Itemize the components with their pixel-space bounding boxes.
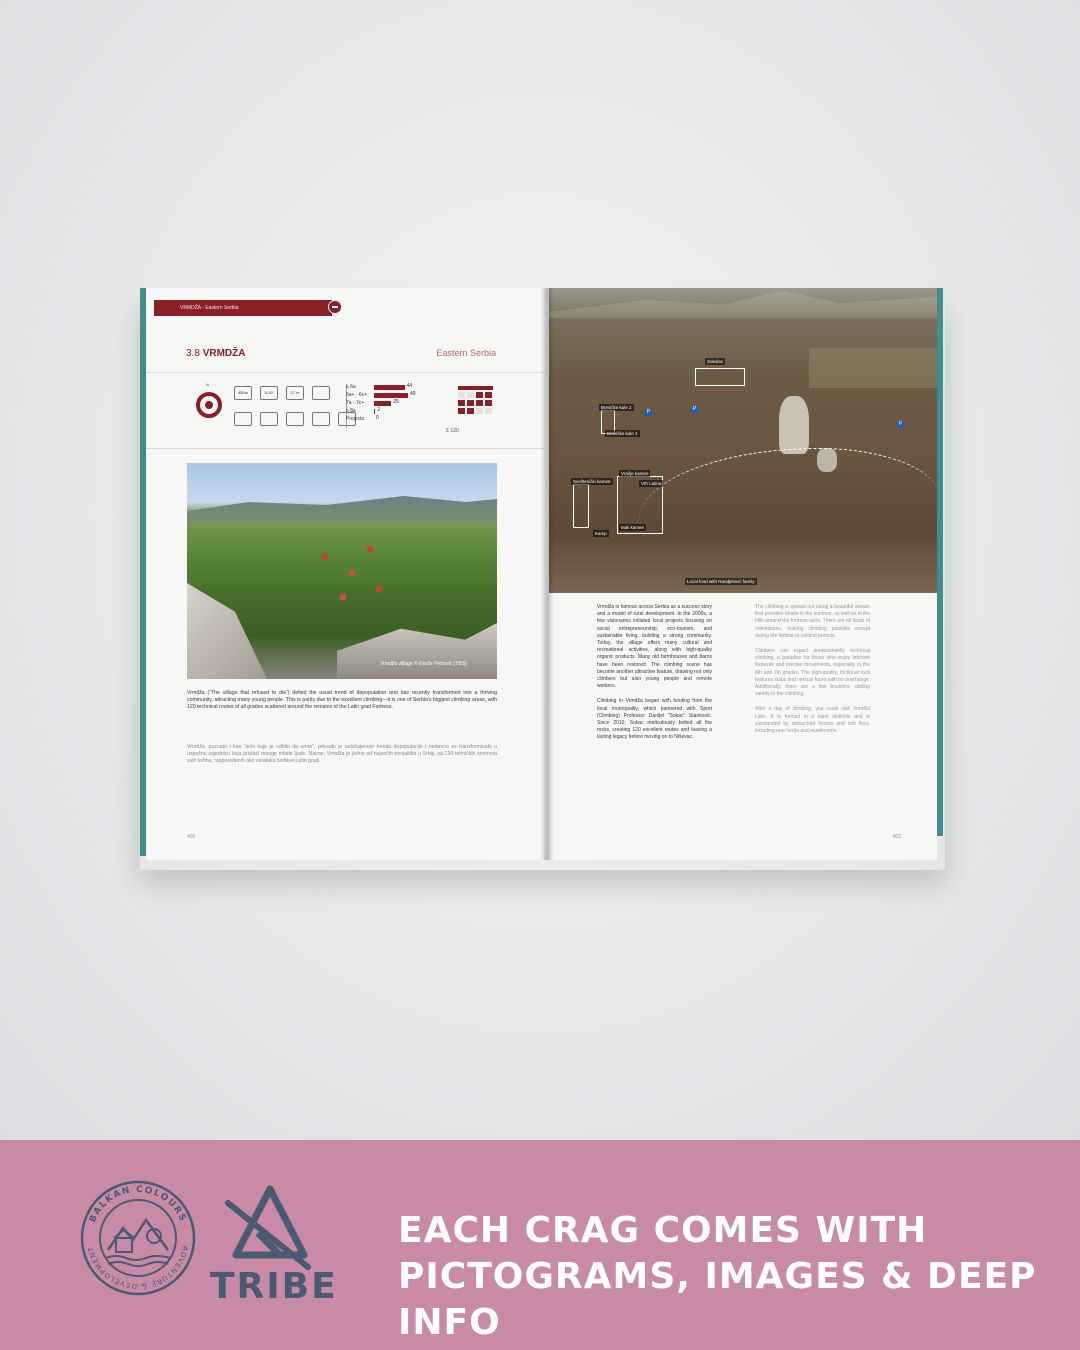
village-photo <box>187 463 497 679</box>
map-label: Local food with Randjelović family <box>687 579 755 584</box>
grade-count: 0 <box>376 415 379 421</box>
photo-hills <box>549 288 937 318</box>
footer-headline <box>398 1208 1048 1346</box>
section-name: VRMDŽA <box>202 348 246 359</box>
grade-bar <box>374 385 405 390</box>
svg-text:BALKAN COLOURS: BALKAN COLOURS <box>88 1184 188 1224</box>
sector-box <box>573 484 589 528</box>
compass-icon <box>196 392 222 418</box>
parking-icon: P <box>646 409 651 415</box>
column-paragraph: After a day of climbing, you could visit Vrmdža Lake. It is formed in a karst sinkhole and is surrounded by untouched forests and rich flora, including rare herbs and mushrooms. <box>755 706 870 735</box>
calendar-month <box>476 400 483 406</box>
calendar-month <box>458 408 465 414</box>
svg-text:ADVENTURE & DEVELOPMENT: ADVENTURE & DEVELOPMENT <box>86 1245 190 1291</box>
grade-distribution <box>346 384 416 424</box>
photo-field <box>809 348 937 388</box>
grade-count: 44 <box>406 383 413 389</box>
calendar-month <box>458 392 465 398</box>
map-label: Kamp <box>595 531 607 536</box>
calendar-month <box>476 392 483 398</box>
calendar-month <box>485 408 492 414</box>
grade-label: 7a - 7c+ <box>346 400 365 406</box>
grade-bar <box>374 401 391 406</box>
kids-icon <box>260 412 278 426</box>
page-number: 403 <box>892 834 901 840</box>
sector-box <box>695 368 745 386</box>
divider <box>146 372 544 373</box>
photo-hills <box>187 493 497 523</box>
grade-row <box>346 400 416 408</box>
paragraph-serbian: Vrmdža, poznato i kao “selo koje je odbilo da umre”, prkosilo je uobičajenom trendu depopulacije i nedavno se transformisalo u uspešnu zajednicu koja privlači mnoge mlade ljude. Naime, Vrmdža je jedno od najvećih penjališta u Srbiji, sa 120 tehničkih smerova svih težina, raspoređenih oko ostataka tvrđave Latin grad. <box>187 744 497 765</box>
rock-type-icon <box>286 412 304 426</box>
map-label: Brevičke kule 2 <box>601 405 632 410</box>
calendar-month <box>476 408 483 414</box>
map-label: Mali kamen <box>621 525 645 530</box>
grade-bar <box>374 393 408 398</box>
calendar-icon <box>458 386 496 426</box>
calendar-month <box>485 392 492 398</box>
grade-row <box>346 384 416 392</box>
grade-label: 6a+ - 6c+ <box>346 392 368 398</box>
altitude-icon: 450m <box>234 386 252 400</box>
section-title <box>186 348 245 359</box>
photo-village <box>307 533 397 613</box>
pictogram-row-1 <box>234 386 330 400</box>
calendar-month <box>467 408 474 414</box>
grade-row <box>346 408 416 416</box>
compass-north: N <box>206 382 209 387</box>
grade-count: 49 <box>410 391 416 397</box>
family-icon <box>234 412 252 426</box>
grade-count: 25 <box>393 399 399 405</box>
balkan-colours-logo <box>78 1178 198 1298</box>
shade-icon <box>312 412 330 426</box>
text-column-2 <box>755 604 870 743</box>
aerial-map-photo <box>549 288 937 593</box>
grade-bar <box>374 409 375 414</box>
grade-row <box>346 416 416 424</box>
left-page <box>146 288 544 860</box>
headline-line-1: EACH CRAG COMES WITH <box>398 1210 928 1251</box>
route-length-icon: 27 m <box>286 386 304 400</box>
parking-icon: P <box>692 406 697 412</box>
text-column-1 <box>597 604 712 750</box>
column-paragraph: Vrmdža is famous across Serbia as a success story and a model of rural development. In the 2000s, a few visionaries initiated local projects focusing on social entrepreneurship, eco-tourism, and sustainable living, building a strong community. Today, the village offers many cultural and recreational activities, along with high-quality organic products. Many old farmhouses and barns have been restored. The climbing scene has become another attractive feature, drawing not only climbers but also young people and remote workers. <box>597 604 712 690</box>
section-number: 3.8 <box>186 348 200 359</box>
column-paragraph: Climbers can expect predominantly technical climbing, a paradise for those who enjoy intricate footwork and precise movements, especially in the 6th and 7th grades. The high-quality, frictional rock features slabs and vertical faces with no overhangs. Additionally, there are a few boulders, adding variety to the climbing. <box>755 648 870 698</box>
divider <box>146 448 544 449</box>
photo-caption: Vrmdža village © Đorđe Petrović (TBS) <box>380 661 467 667</box>
grade-count: 2 <box>377 407 381 413</box>
right-page <box>549 288 937 860</box>
map-label: Vražje kamen <box>621 471 649 476</box>
grade-label: ≥ 8a <box>346 408 356 414</box>
pictogram-row-2 <box>234 412 356 426</box>
photo-rock <box>337 623 497 679</box>
calendar-month <box>485 400 492 406</box>
parking-icon: P <box>898 421 903 427</box>
photo-cliff <box>779 396 809 454</box>
paragraph-english: Vrmdža (“The village that refused to die”) defied the usual trend of depopulation and has recently transformed into a thriving community, attracting many young people. This is partly due to the excellent climbing—it is one of Serbia’s biggest climbing areas, with 120 technical routes of all grades scattered around the remains of the Latin grad Fortress. <box>187 690 497 711</box>
map-label: Sokolac <box>707 359 724 364</box>
map-pin-icon <box>328 300 342 314</box>
grade-row <box>346 392 416 400</box>
book-gutter <box>540 288 554 860</box>
route-total: Σ 120 <box>446 428 459 434</box>
grade-label: Projects <box>346 416 365 422</box>
region-label: Eastern Serbia <box>436 348 496 358</box>
headline-line-2: PICTOGRAMS, IMAGES & DEEP INFO <box>398 1256 1037 1343</box>
calendar-month <box>467 400 474 406</box>
grade-label: ≤ 6a <box>346 384 356 390</box>
header-tab: VRMDŽA - Eastern Serbia <box>154 300 332 316</box>
map-label: Vrh Latina <box>641 481 662 486</box>
photo-rock <box>187 583 267 679</box>
column-paragraph: The climbing is spread out along a beautiful stream that provides shade in the summer, as well as in the hills around the fortress ruins. There are all kinds of orientations, making climbing possible except during the hottest or coldest periods. <box>755 604 870 639</box>
rain-icon <box>312 386 330 400</box>
approach-icon: 5-15' <box>260 386 278 400</box>
calendar-month <box>458 400 465 406</box>
book-edge-right <box>937 288 943 836</box>
map-label: Sveštenički kamen <box>573 479 611 484</box>
map-label: Brevičke kule 1 <box>607 431 638 436</box>
column-paragraph: Climbing in Vrmdža began with funding from the local municipality, which partnered with Sport (Climbing) Professor Danijel “Sokac” Stanković. Since 2010, Sokac meticulously bolted all the rocks, creating 120 excellent routes and leaving a lasting legacy before moving on to Niševac. <box>597 698 712 741</box>
trail-line <box>639 448 937 569</box>
brand-wordmark: TRIBE <box>210 1266 338 1307</box>
page-number: 402 <box>187 834 196 840</box>
calendar-month <box>467 392 474 398</box>
calendar-header <box>458 386 493 390</box>
